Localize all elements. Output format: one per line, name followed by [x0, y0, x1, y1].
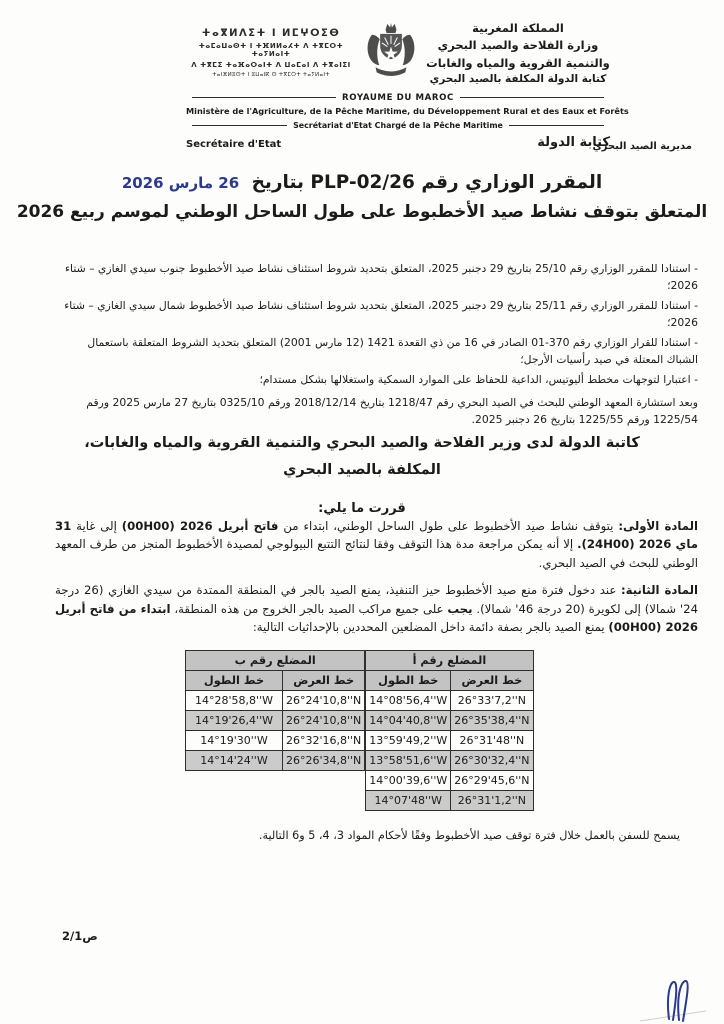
polygon-a-table: [365, 650, 533, 811]
longitude-header: خط الطول: [186, 671, 283, 691]
table-row: [366, 691, 533, 711]
secretaire-detat-ar: كتابة الدولة: [537, 134, 610, 150]
article-2-text: عند دخول فترة منع صيد الأخطبوط حيز التنفيذ، يمنع الصيد بالجر في المنطقة الممتدة من سيدي الغازي (26 درجة 24' شمالا) إلى لكويرة (20 درجة 46' شمالا).: [55, 583, 699, 616]
secretariat-rule-row: [186, 121, 610, 130]
coord-cell: 26°30'32,4''N: [451, 751, 533, 771]
article-2-bold: يجب: [447, 601, 473, 616]
letterhead: [186, 20, 629, 150]
latitude-header: خط العرض: [451, 671, 533, 691]
tifinagh-block: [186, 20, 356, 78]
table-row: [186, 751, 365, 771]
article-2: [55, 581, 698, 636]
article-2-text: يمنع الصيد بالجر بصفة دائمة داخل المضلعين المحددين بالإحداثيات التالية:: [252, 620, 609, 635]
article-2-date: ابتداء من فاتح أبريل 2026 (00H00): [55, 601, 698, 635]
coord-cell: 14°04'40,8''W: [366, 711, 451, 731]
coord-cell: 14°07'48''W: [366, 791, 451, 811]
longitude-header: خط الطول: [366, 671, 451, 691]
latitude-header: خط العرض: [283, 671, 365, 691]
coord-cell: 14°14'24''W: [186, 751, 283, 771]
decree-number: المقرر الوزاري رقم PLP-02/26 بتاريخ: [251, 172, 603, 193]
coord-cell: 26°29'45,6''N: [451, 771, 533, 791]
article-1-text: إلى غاية: [71, 519, 122, 533]
table-row: [186, 731, 365, 751]
divider: [192, 125, 287, 126]
authority-line: كاتبة الدولة لدى وزير الفلاحة والصيد البحري والتنمية القروية والمياه والغابات،: [84, 435, 640, 451]
divider: [192, 97, 336, 98]
article-1-text: إلا أنه يمكن مراجعة مدة هذا التوقف وفقا لنتائج التتبع البيولوجي لمصيدة الأخطبوط المنجز من طرف المعهد الوطني للبحث في الصيد البحري.: [55, 537, 698, 570]
preamble-clause: - استنادا للمقرر الوزاري رقم 25/10 بتاريخ 29 دجنبر 2025، المتعلق بتحديد شروط استئناف نشاط صيد الأخطبوط جنوب سيدي الغازي – شتاء 2026؛: [64, 262, 698, 293]
table-row: [366, 731, 533, 751]
date-stamp: 26 مارس 2026: [121, 174, 240, 192]
ministry-line-ar: والتنمية القروية والمياه والغابات: [426, 55, 610, 70]
page-number: ص2/1: [62, 929, 98, 943]
tifinagh-line: ⵜⴰⴳⵍⴷⵉⵜ ⵏ ⵍⵎⵖⵔⵉⴱ: [201, 28, 341, 39]
article-1: [55, 517, 698, 572]
divider: [460, 97, 604, 98]
preamble-clause: - اعتبارا لتوجهات مخطط أليوتيس، الداعية للحفاظ على الموارد السمكية واستغلالها بشكل مستدام؛: [259, 373, 698, 387]
table-row: [366, 791, 533, 811]
table-row: [366, 771, 533, 791]
table-row: [186, 711, 365, 731]
kingdom-line: المملكة المغربية: [472, 21, 564, 35]
coord-cell: 14°19'26,4''W: [186, 711, 283, 731]
ministry-line-ar: وزارة الفلاحة والصيد البحري: [437, 38, 599, 53]
secretaire-detat-fr: Secrétaire d'Etat: [186, 138, 282, 150]
article-2-label: المادة الثانية:: [621, 583, 698, 598]
article-2-text: على جميع مراكب الصيد بالجر الخروج من هذه المنطقة،: [170, 601, 448, 616]
table-row: [366, 751, 533, 771]
polygon-a-title: المضلع رقم أ: [366, 651, 533, 671]
polygon-b-table: [185, 650, 365, 771]
article-1-start-date: فاتح أبريل 2026 (00H00): [121, 519, 279, 533]
coord-cell: 26°35'38,4''N: [451, 711, 533, 731]
coord-cell: 26°24'10,8''N: [283, 711, 365, 731]
signature-paraph-icon: [638, 974, 710, 1024]
article-1-label: المادة الأولى:: [618, 519, 698, 533]
arabic-letterhead: [426, 20, 610, 88]
preamble-clause: وبعد استشارة المعهد الوطني للبحث في الصيد البحري رقم 1218/47 بتاريخ 2018/12/14 ورقم 0325/10 بتاريخ 27 مارس 2025 ورقم 1225/54 ورقم 1225/55 بتاريخ 26 دجنبر 2025.: [86, 396, 698, 427]
royaume-du-maroc: ROYAUME DU MAROC: [342, 92, 454, 103]
table-row: [186, 691, 365, 711]
direction-peche-maritime: مديرية الصيد البحري: [592, 141, 692, 152]
decree-intro: قررت ما يلي:: [318, 500, 406, 516]
tifinagh-line: ⵜⴰⵏⴼⵍⵓⵙⵜ ⵏ ⵓⵡⴰⵏⴽ ⵙ ⵜⴳⵎⵔⵜ ⵜⴰⵢⵍⴰⵏⵜ: [212, 72, 330, 78]
coord-cell: 14°19'30''W: [186, 731, 283, 751]
authority-line: المكلفة بالصيد البحري: [283, 461, 441, 478]
preamble-clause: - استنادا للمقرر الوزاري رقم 25/11 بتاريخ 29 دجنبر 2025، المتعلق بتحديد شروط استئناف نشاط صيد الأخطبوط شمال سيدي الغازي – شتاء 2026؛: [64, 299, 698, 330]
coord-cell: 13°58'51,6''W: [366, 751, 451, 771]
divider: [509, 125, 604, 126]
coord-cell: 26°31'48''N: [451, 731, 533, 751]
coord-cell: 26°31'1,2''N: [451, 791, 533, 811]
coord-cell: 26°32'16,8''N: [283, 731, 365, 751]
royaume-rule-row: [186, 93, 610, 103]
table-row: [366, 711, 533, 731]
coord-cell: 26°26'34,8''N: [283, 751, 365, 771]
secretariat-line-ar: كتابة الدولة المكلفة بالصيد البحري: [429, 72, 607, 85]
coordinates-table: [185, 650, 534, 811]
decree-title: [0, 172, 724, 222]
moroccan-coat-of-arms-icon: [356, 20, 426, 84]
coord-cell: 14°08'56,4''W: [366, 691, 451, 711]
preamble: [58, 260, 698, 431]
tifinagh-line: ⵜⴰⵎⴰⵡⴰⵙⵜ ⵏ ⵜⴼⵍⵍⴰⵃⵜ ⴷ ⵜⴳⵎⵔⵜ ⵜⴰⵢⵍⴰⵏⵜ: [198, 42, 344, 58]
coord-cell: 14°00'39,6''W: [366, 771, 451, 791]
secretariat-line-fr: Secrétariat d'Etat Chargé de la Pêche Maritime: [293, 120, 503, 130]
tifinagh-line: ⴷ ⵜⴳⵎⵉ ⵜⴰⴼⴰⵔⴰⵏⵜ ⴷ ⵡⴰⵎⴰⵏ ⴷ ⵜⴳⴰⵏⵉⵏ: [191, 61, 351, 69]
article-1-end-date: 31 ماي 2026 (24H00).: [55, 519, 699, 552]
polygon-b-title: المضلع رقم ب: [186, 651, 365, 671]
ministere-line-fr: Ministère de l'Agriculture, de la Pêche Maritime, du Développement Rural et des Eaux et Forêts: [186, 105, 629, 116]
preamble-clause: - استنادا للقرار الوزاري رقم 370-01 الصادر في 16 من ذي القعدة 1421 (12 مارس 2001) المتعلق بتحديد الشروط المتعلقة باستعمال الشباك المعتلة في صيد رأسيات الأرجل؛: [87, 336, 698, 367]
coord-cell: 26°33'7,2''N: [451, 691, 533, 711]
decree-subject: المتعلق بتوقف نشاط صيد الأخطبوط على طول الساحل الوطني لموسم ربيع 2026: [16, 202, 708, 222]
coord-cell: 14°28'58,8''W: [186, 691, 283, 711]
coord-cell: 13°59'49,2''W: [366, 731, 451, 751]
articles: [55, 517, 698, 646]
vessels-note: يسمح للسفن بالعمل خلال فترة توقف صيد الأخطبوط وفقًا لأحكام المواد 3، 4، 5 و6 التالية.: [258, 829, 680, 842]
article-1-text: يتوقف نشاط صيد الأخطبوط على طول الساحل الوطني، ابتداء من: [278, 519, 619, 533]
decision-heading: [0, 430, 724, 521]
coord-cell: 26°24'10,8''N: [283, 691, 365, 711]
